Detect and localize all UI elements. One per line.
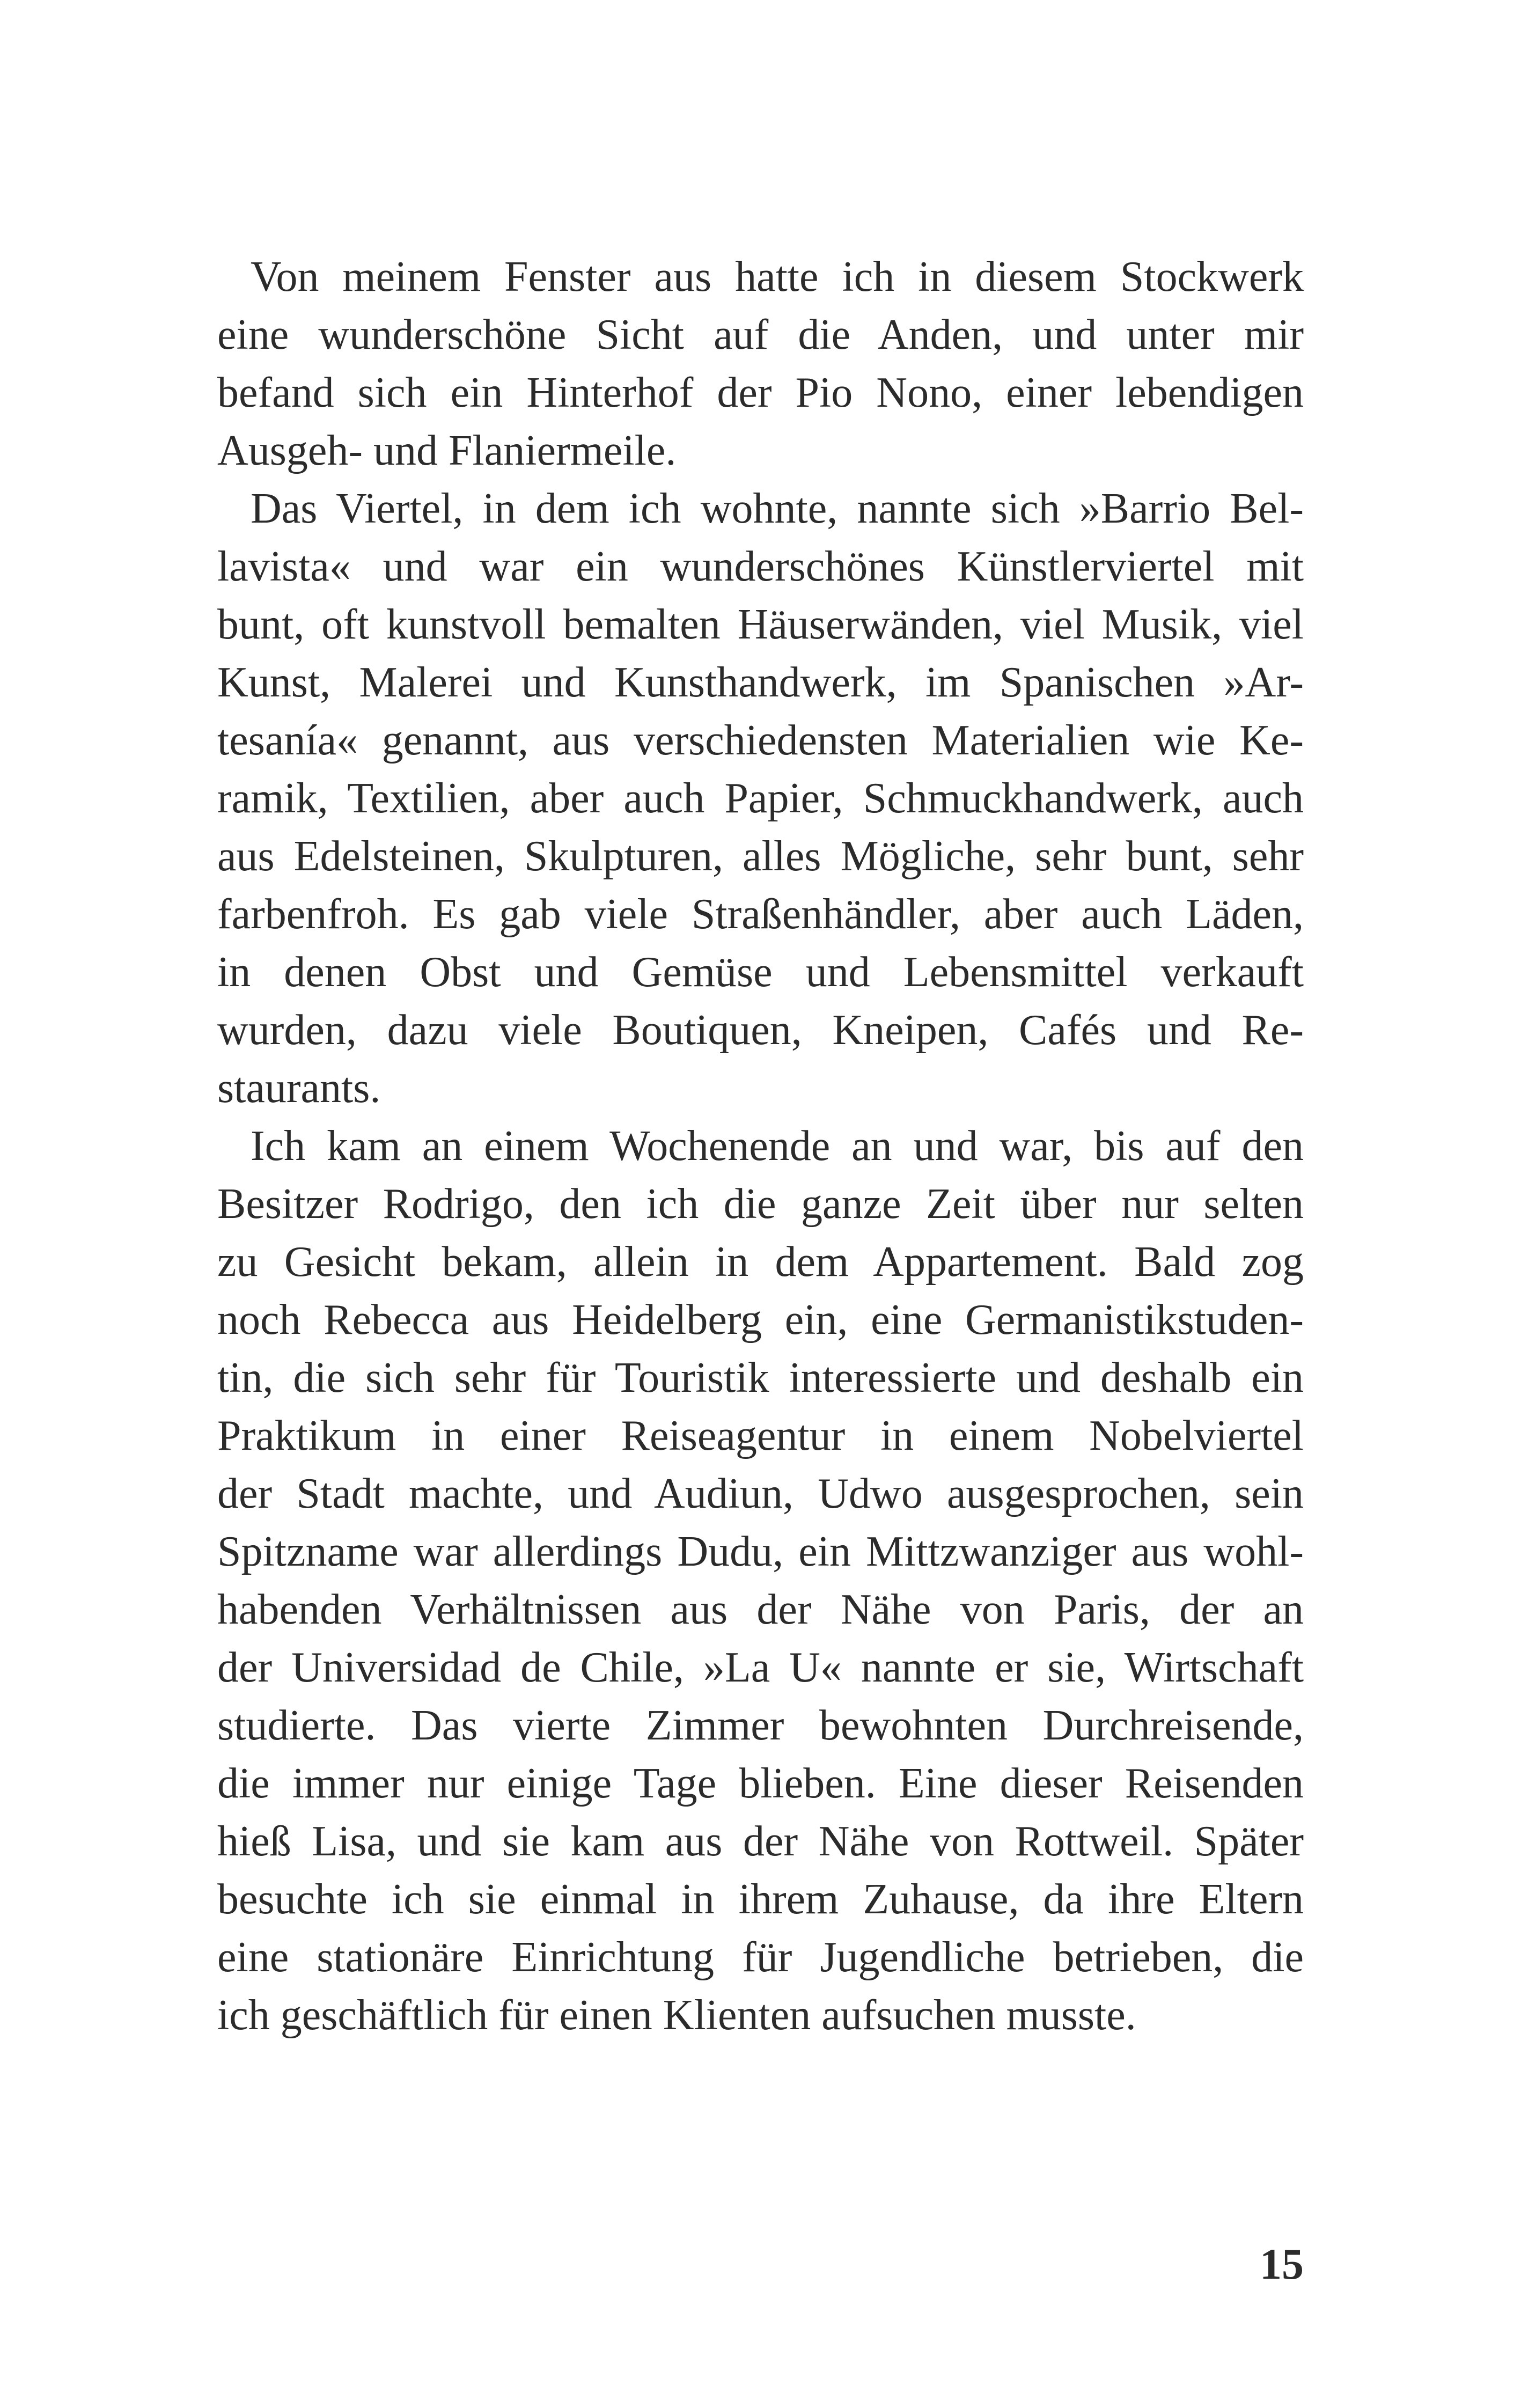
text-line: eine wunderschöne Sicht auf die Anden, und unter mir xyxy=(217,311,1304,358)
text-line: wurden, dazu viele Boutiquen, Kneipen, Cafés und Re- xyxy=(217,1007,1304,1054)
text-line: Von meinem Fenster aus hatte ich in diesem Stockwerk xyxy=(251,253,1304,300)
text-line: ich geschäftlich für einen Klienten aufsuchen musste. xyxy=(217,1992,1136,2039)
text-line: die immer nur einige Tage blieben. Eine dieser Reisenden xyxy=(217,1760,1304,1807)
text-line: studierte. Das vierte Zimmer bewohnten Durchreisende, xyxy=(217,1702,1304,1749)
text-line: habenden Verhältnissen aus der Nähe von Paris, der an xyxy=(217,1586,1304,1633)
text-line: Spitzname war allerdings Dudu, ein Mittzwanziger aus wohl- xyxy=(217,1528,1304,1575)
page-number: 15 xyxy=(1260,2240,1304,2288)
text-line: in denen Obst und Gemüse und Lebensmittel verkauft xyxy=(217,949,1304,996)
text-line: noch Rebecca aus Heidelberg ein, eine Germanistikstuden- xyxy=(217,1296,1304,1344)
text-line: zu Gesicht bekam, allein in dem Appartement. Bald zog xyxy=(217,1238,1304,1286)
text-line: Kunst, Malerei und Kunsthandwerk, im Spanischen »Ar- xyxy=(217,659,1304,706)
text-line: der Universidad de Chile, »La U« nannte er sie, Wirtschaft xyxy=(217,1644,1304,1691)
paragraph-flatmates xyxy=(217,1117,1304,2044)
text-line: Ausgeh- und Flaniermeile. xyxy=(217,427,677,474)
text-line: Ich kam an einem Wochenende an und war, bis auf den xyxy=(251,1122,1304,1170)
text-line: befand sich ein Hinterhof der Pio Nono, einer lebendigen xyxy=(217,369,1304,416)
text-line: tin, die sich sehr für Touristik interessierte und deshalb ein xyxy=(217,1354,1304,1401)
text-line: aus Edelsteinen, Skulpturen, alles Mögliche, sehr bunt, sehr xyxy=(217,833,1304,880)
text-line: Besitzer Rodrigo, den ich die ganze Zeit über nur selten xyxy=(217,1180,1304,1228)
text-line: ramik, Textilien, aber auch Papier, Schmuckhandwerk, auch xyxy=(217,775,1304,822)
text-line: staurants. xyxy=(217,1064,381,1112)
text-line: bunt, oft kunstvoll bemalten Häuserwänden, viel Musik, viel xyxy=(217,601,1304,648)
text-line: Praktikum in einer Reiseagentur in einem Nobelviertel xyxy=(217,1412,1304,1459)
body-text xyxy=(217,248,1304,2044)
text-line: der Stadt machte, und Audiun, Udwo ausgesprochen, sein xyxy=(217,1470,1304,1517)
text-line: hieß Lisa, und sie kam aus der Nähe von Rottweil. Später xyxy=(217,1818,1304,1865)
paragraph-barrio-bellavista xyxy=(217,480,1304,1117)
text-line: besuchte ich sie einmal in ihrem Zuhause, da ihre Eltern xyxy=(217,1876,1304,1923)
text-line: Das Viertel, in dem ich wohnte, nannte sich »Barrio Bel- xyxy=(251,485,1304,532)
text-line: farbenfroh. Es gab viele Straßenhändler, aber auch Läden, xyxy=(217,891,1304,938)
text-line: tesanía« genannt, aus verschiedensten Materialien wie Ke- xyxy=(217,717,1304,764)
text-line: eine stationäre Einrichtung für Jugendliche betrieben, die xyxy=(217,1934,1304,1981)
text-line: lavista« und war ein wunderschönes Künstlerviertel mit xyxy=(217,543,1304,590)
paragraph-window-view xyxy=(217,248,1304,480)
